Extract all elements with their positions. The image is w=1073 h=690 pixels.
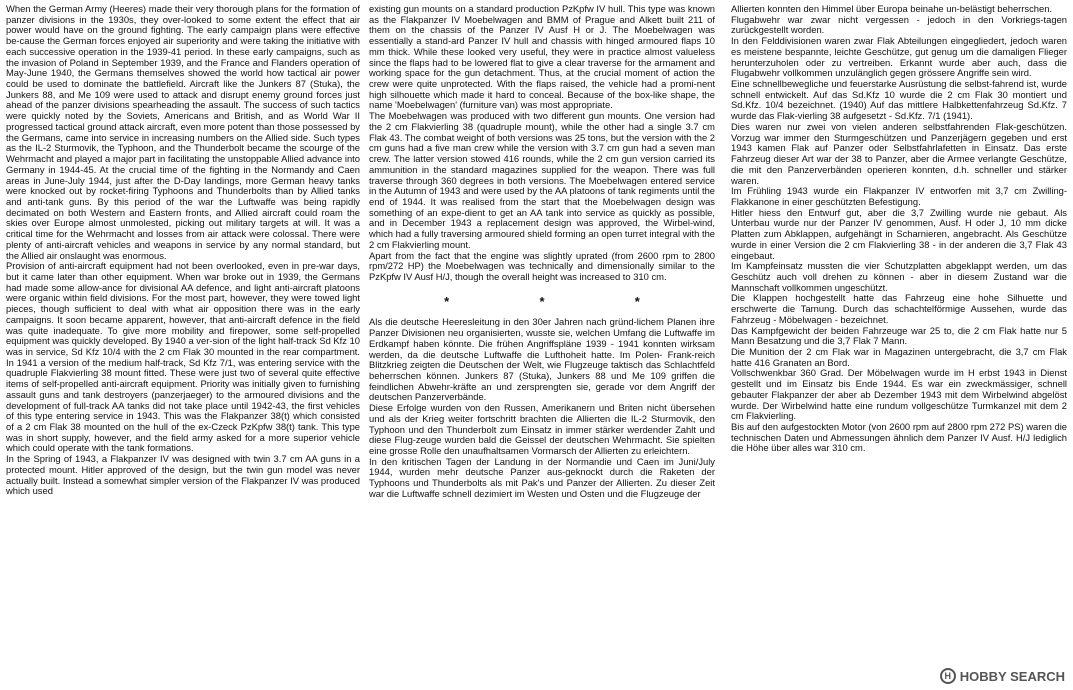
watermark-text: HOBBY SEARCH: [959, 668, 1065, 684]
paragraph: Allierten konnten den Himmel über Europa beinahe un-belästigt beherrschen.: [731, 4, 1053, 14]
paragraph: Im Frühling 1943 wurde ein Flakpanzer IV entworfen mit 3,7 cm Zwilling-Flakkanone in einer geschützten Befestigung.: [731, 185, 1067, 207]
paragraph: Apart from the fact that the engine was slightly uprated (from 2600 rpm to 2800 rpm/272 HP) the Moebelwagen was technically and dimensionally similar to the PzKpfw IV Ausf H/J, though the overall height was increased to 310 cm.: [369, 249, 715, 282]
paragraph: Dies waren nur zwei von vielen anderen selbstfahrenden Flak-geschützen. Vorzug war immer den Sturmgeschützen und Panzerjägern gegeben und erst 1943 kamen Flak auf Panzer oder Selbstfahrlafetten in Einsatz. Das erste Fahrzeug dieser Art war der 38 to Panzer, aber die Armee verlangte Geschütze, die mit den Panzerverbänden operieren konnten, d.h. schneller und stärker waren.: [731, 120, 1067, 186]
paragraph: When the German Army (Heeres) made their very thorough plans for the formation of panzer divisions in the 1930s, they over-looked to some extent the effect that air power would have on the ground fighting. The early campaign plans were effective be-cause the German forces enjoyed air superiority and were taking the initiative with each successive operation in the 1939-41 period. In these early campaigns, such as the invasion of Poland in September 1939, and the France and Flanders operation of May-June 1940, the Germans themselves showed the world how tactical air power could be used to dominate the battlefield. Aircraft like the Junkers 87 (Stuka), the Junkers 88, and Me 109 were used to attack and disrupt enemy ground forces just ahead of the panzer divisions spearheading the assault. The success of such tactics were quickly noted by the Soviets, Americans and British, and as World War II progressed tactical ground attack aircraft, even more potent than those possessed by the Germans, came into service in increasing numbers on the Allied side. Such types as the IL-2 Sturmovik, the Typhoon, and the Thunderbolt became the scourge of the Wehrmacht and played a major part in facilitating the unstoppable Allied advance into Germany in 1944-45. At the crucial time of the fighting in the Normandy and Caen areas in June-July 1944, just after the D-Day landings, more German heavy tanks were knocked out by rocket-firing Typhoons and Thunderbolts than by Allied tanks and anti-tank guns. By this period of the war the Luftwaffe was being rapidly decimated on both Western and Eastern fronts, and Allied aircraft could roam the skies over Europe almost unmolested, picking out military targets at will. It was a critical time for the Wehrmacht and losses from air attack were colossal. There were plenty of anti-aircraft vehicles and weapons in service by any normal standard, but the Allied air onslaught was enormous.: [6, 4, 360, 261]
paragraph: Die Klappen hochgestellt hatte das Fahrzeug eine hohe Silhuette und erschwerte die Tarnung. Durch das schachtelförmige Aussehen, wurde das Fahrzeug - Möbelwagen - bezeichnet.: [731, 292, 1067, 325]
section-separator: [369, 283, 715, 318]
paragraph: Das Kampfgewicht der beiden Fahrzeuge war 25 to, die 2 cm Flak hatte nur 5 Mann Besatzung und die 3,7 Flak 7 Mann.: [731, 324, 1067, 347]
column-english-left: [6, 4, 360, 676]
paragraph: Provision of anti-aircraft equipment had not been overlooked, even in pre-war days, but it came later than other equipment. When war broke out in 1939, the Germans had made some allow-ance for divisional AA defence, and light anti-aircraft platoons were organic within field divisions. For the most part, however, they were towed light pieces, though sufficient to deal with what air opposition there was in the early campaigns. It soon became apparent, however, that anti-aircraft defence in the field was quite inadequate. To give more mobility and firepower, some self-propelled equipment was quickly developed. By 1940 a ver-sion of the light half-track Sd Kfz 10 was in service, Sd Kfz 10/4 with the 2 cm Flak 30 mounted in the rear compartment. In 1941 a version of the medium half-track, Sd Kfz 7/1, was entering service with the quadruple Flakvierling 38 mount fitted. These were just two of several quite effective items of self-propelled anti-aircraft equipment. Priority was initially given to furnishing assault guns and tank destroyers (panzerjaeger) to the armoured divisions and the development of full-track AA tanks did not take place until 1942-43, the first vehicles of this type entering service in 1943. This was the Flakpanzer 38(t) which consisted of a 2 cm Flak 38 mounted on the hull of the ex-Czeck PzKpfw 38(t) tank. This type was in short supply, however, and the field army asked for a more superior vehicle which could operate with the tank formations.: [6, 260, 360, 454]
paragraph: Als die deutsche Heeresleitung in den 30er Jahren nach gründ-lichem Planen ihre Panzer Divisionen neu organisierten, wusste sie, welchen Umfang die Luftwaffe im Erdkampf haben könnte. Die frühen Angriffspläne 1939 - 1941 konnten wirksam werden, da die deutsche Luftwaffe die Lufthoheit hatte. Im Polen- Frank-reich Blitzkrieg zeigten die Deutschen der Welt, wie Flugzeuge taktisch das Schlachtfeld beherrschen können. Junkers 87 (Stuka), Junkers 88 und Me 109 griffen die feindlichen Abwehr-kräfte an und zersprengten sie, gerade vor dem Angriff der deutschen Panzerverbände.: [369, 316, 715, 403]
hobby-search-logo-icon: H: [940, 668, 956, 684]
paragraph: In den kritischen Tagen der Landung in der Normandie und Caen im Juni/July 1944, wurden mehr deutsche Panzer aus-geknockt durch die Raketen der Typhoons und Thunderbolts als mit Pak's und Panzer der Allierten. Zu dieser Zeit war die Luftwaffe schnell dezimiert im Westen und Osten und die Flugzeuge der: [369, 455, 715, 499]
paragraph: Vollschwenkbar 360 Grad. Der Möbelwagen wurde im H erbst 1943 in Dienst gestellt und im Einsatz bis Ende 1944. Es war ein zweckmässiger, schnell gebauter Flakpanzer der aber ab Dezember 1943 mit dem Wirbelwind abgelöst wurde. Der Wirbelwind hatte eine rundum vollgeschütze Turmkanzel mit dem 2 cm Flakvierling.: [731, 367, 1067, 422]
paragraph: Diese Erfolge wurden von den Russen, Amerikanern und Briten nicht übersehen und als der Krieg weiter fortschritt brachten die Allierten die IL-2 Sturmovik, den Typhoon und den Thunderbolt zum Einsatz in immer stärker werdender Zahlt und diese Flug-zeuge wurden bald die Geissel der deutschen Wehrmacht. Sie spielten eine grosse Rolle den unaufhaltsamen Vormarsch der Allierten zu erleichtern.: [369, 402, 715, 457]
paragraph: In the Spring of 1943, a Flakpanzer IV was designed with twin 3.7 cm AA guns in a protected mount. Hitler approved of the design, but the twin gun model was never actually built. Instead a somewhat simpler version of the Flakpanzer IV was produced which used: [6, 453, 360, 497]
column-middle: [369, 4, 715, 676]
paragraph: Hitler hiess den Entwurf gut, aber die 3,7 Zwilling wurde nie gebaut. Als Unterbau wurde nur der Panzer IV genommen, Ausf. H oder J, 10 mm dicke Platten zum Abklappen, aufgehängt in Scharnieren, angebracht. Als Geschütze wurde in einer Version die 2 cm Flakvierling 38 - in der anderen die 3,7 Flak 43 eingebaut.: [731, 206, 1067, 261]
separator-star: *: [539, 293, 545, 309]
paragraph: Bis auf den aufgestockten Motor (von 2600 rpm auf 2800 rpm 272 PS) waren die technischen Daten und Abmessungen ähnlich dem Panzer IV Ausf. H/J lediglich die Höhe über alles war 310 cm.: [731, 421, 1067, 454]
paragraph: existing gun mounts on a standard production PzKpfw IV hull. This type was known as the Flakpanzer IV Moebelwagen and BMM of Prague and Alkett built 211 of them on the chassis of the Panzer IV Ausf H or J. The Moebelwagen was essentially a stand-ard Panzer IV hull and chassis with hinged armoured flaps 10 mm thick. While these looked very useful, they were in practice almost valueless since the flaps had to be lowered flat to give a clear traverse for the armament and working space for the gun detachment. Thus, at the crucial moment of action the crew were quite unprotected. With the flaps raised, the vehicle had a promi-nent high silhouette which made it hard to conceal. Because of the box-like shape, the name 'Moebelwagen' (furniture van) was most appropriate.: [369, 4, 715, 111]
watermark: [940, 666, 1065, 686]
separator-star: *: [634, 293, 640, 309]
paragraph: Eine schnellbewegliche und feuerstarke Ausrüstung die selbst-fahrend ist, wurde schnell entwickelt. Auf das Sd.Kfz 10 wurde die 2 cm Flak 30 montiert und Sd.Kfz. 10/4 bezeichnet. (1940) Auf das mittlere Halbkettenfahrzeug Sd.Kfz. 7 wurde das Flak-vierling 38 aufgesetzt - Sd.Kfz. 7/1 (1941).: [731, 78, 1067, 122]
separator-star: *: [444, 293, 450, 309]
paragraph: In den Felddivisionen waren zwar Flak Abteilungen eingegliedert, jedoch waren es meistene bespannte, leichte Geschütze, gut genug um die damaligen Flieger herunterzuholen oder zu vertreiben. Erkannt wurde aber auch, dass die Flugabwehr vollkommen unzulänglich gegen grössere Angriffe sein wird.: [731, 35, 1067, 79]
paragraph: Die Munition der 2 cm Flak war in Magazinen untergebracht, die 3,7 cm Flak hatte 416 Granaten an Bord.: [731, 346, 1067, 368]
paragraph: The Moebelwagen was produced with two different gun mounts. One version had the 2 cm Flakvierling 38 (quadruple mount), while the other had a single 3.7 cm Flak 43. The combat weight of both versions was 25 tons, but the version with the 2 cm guns had a five man crew while the version with 3.7 cm gun had a seven man crew. The latter version stowed 416 rounds, while the 2 cm gun version carried its ammunition in the standard magazines supplied for the weapon. There was full traverse through 360 degrees in both versions. The Moebelwagen entered service in the Autumn of 1943 and were used by the AA platoons of tank regiments until the end of 1944. It was realised from the start that the Moebelwagen design was something of an expe-dient to get an AA tank into service as quickly as possible, and in December 1943 a replacement design was approved, the Wirbel-wind, which had a fully traversing armoured shield forming an open turret integral with the 2 cm Flakvierling mount.: [369, 110, 715, 250]
paragraph: Flugabwehr war zwar nicht vergessen - jedoch in den Vorkriegs-tagen zurückgestellt worden.: [731, 13, 1067, 36]
paragraph: Im Kampfeinsatz mussten die vier Schutzplatten abgeklappt werden, um das Geschütz auch voll drehen zu können - aber in diesem Zustand war die Mannschaft vollkommen ungeschützt.: [731, 260, 1067, 293]
column-german-right: [731, 4, 1067, 676]
